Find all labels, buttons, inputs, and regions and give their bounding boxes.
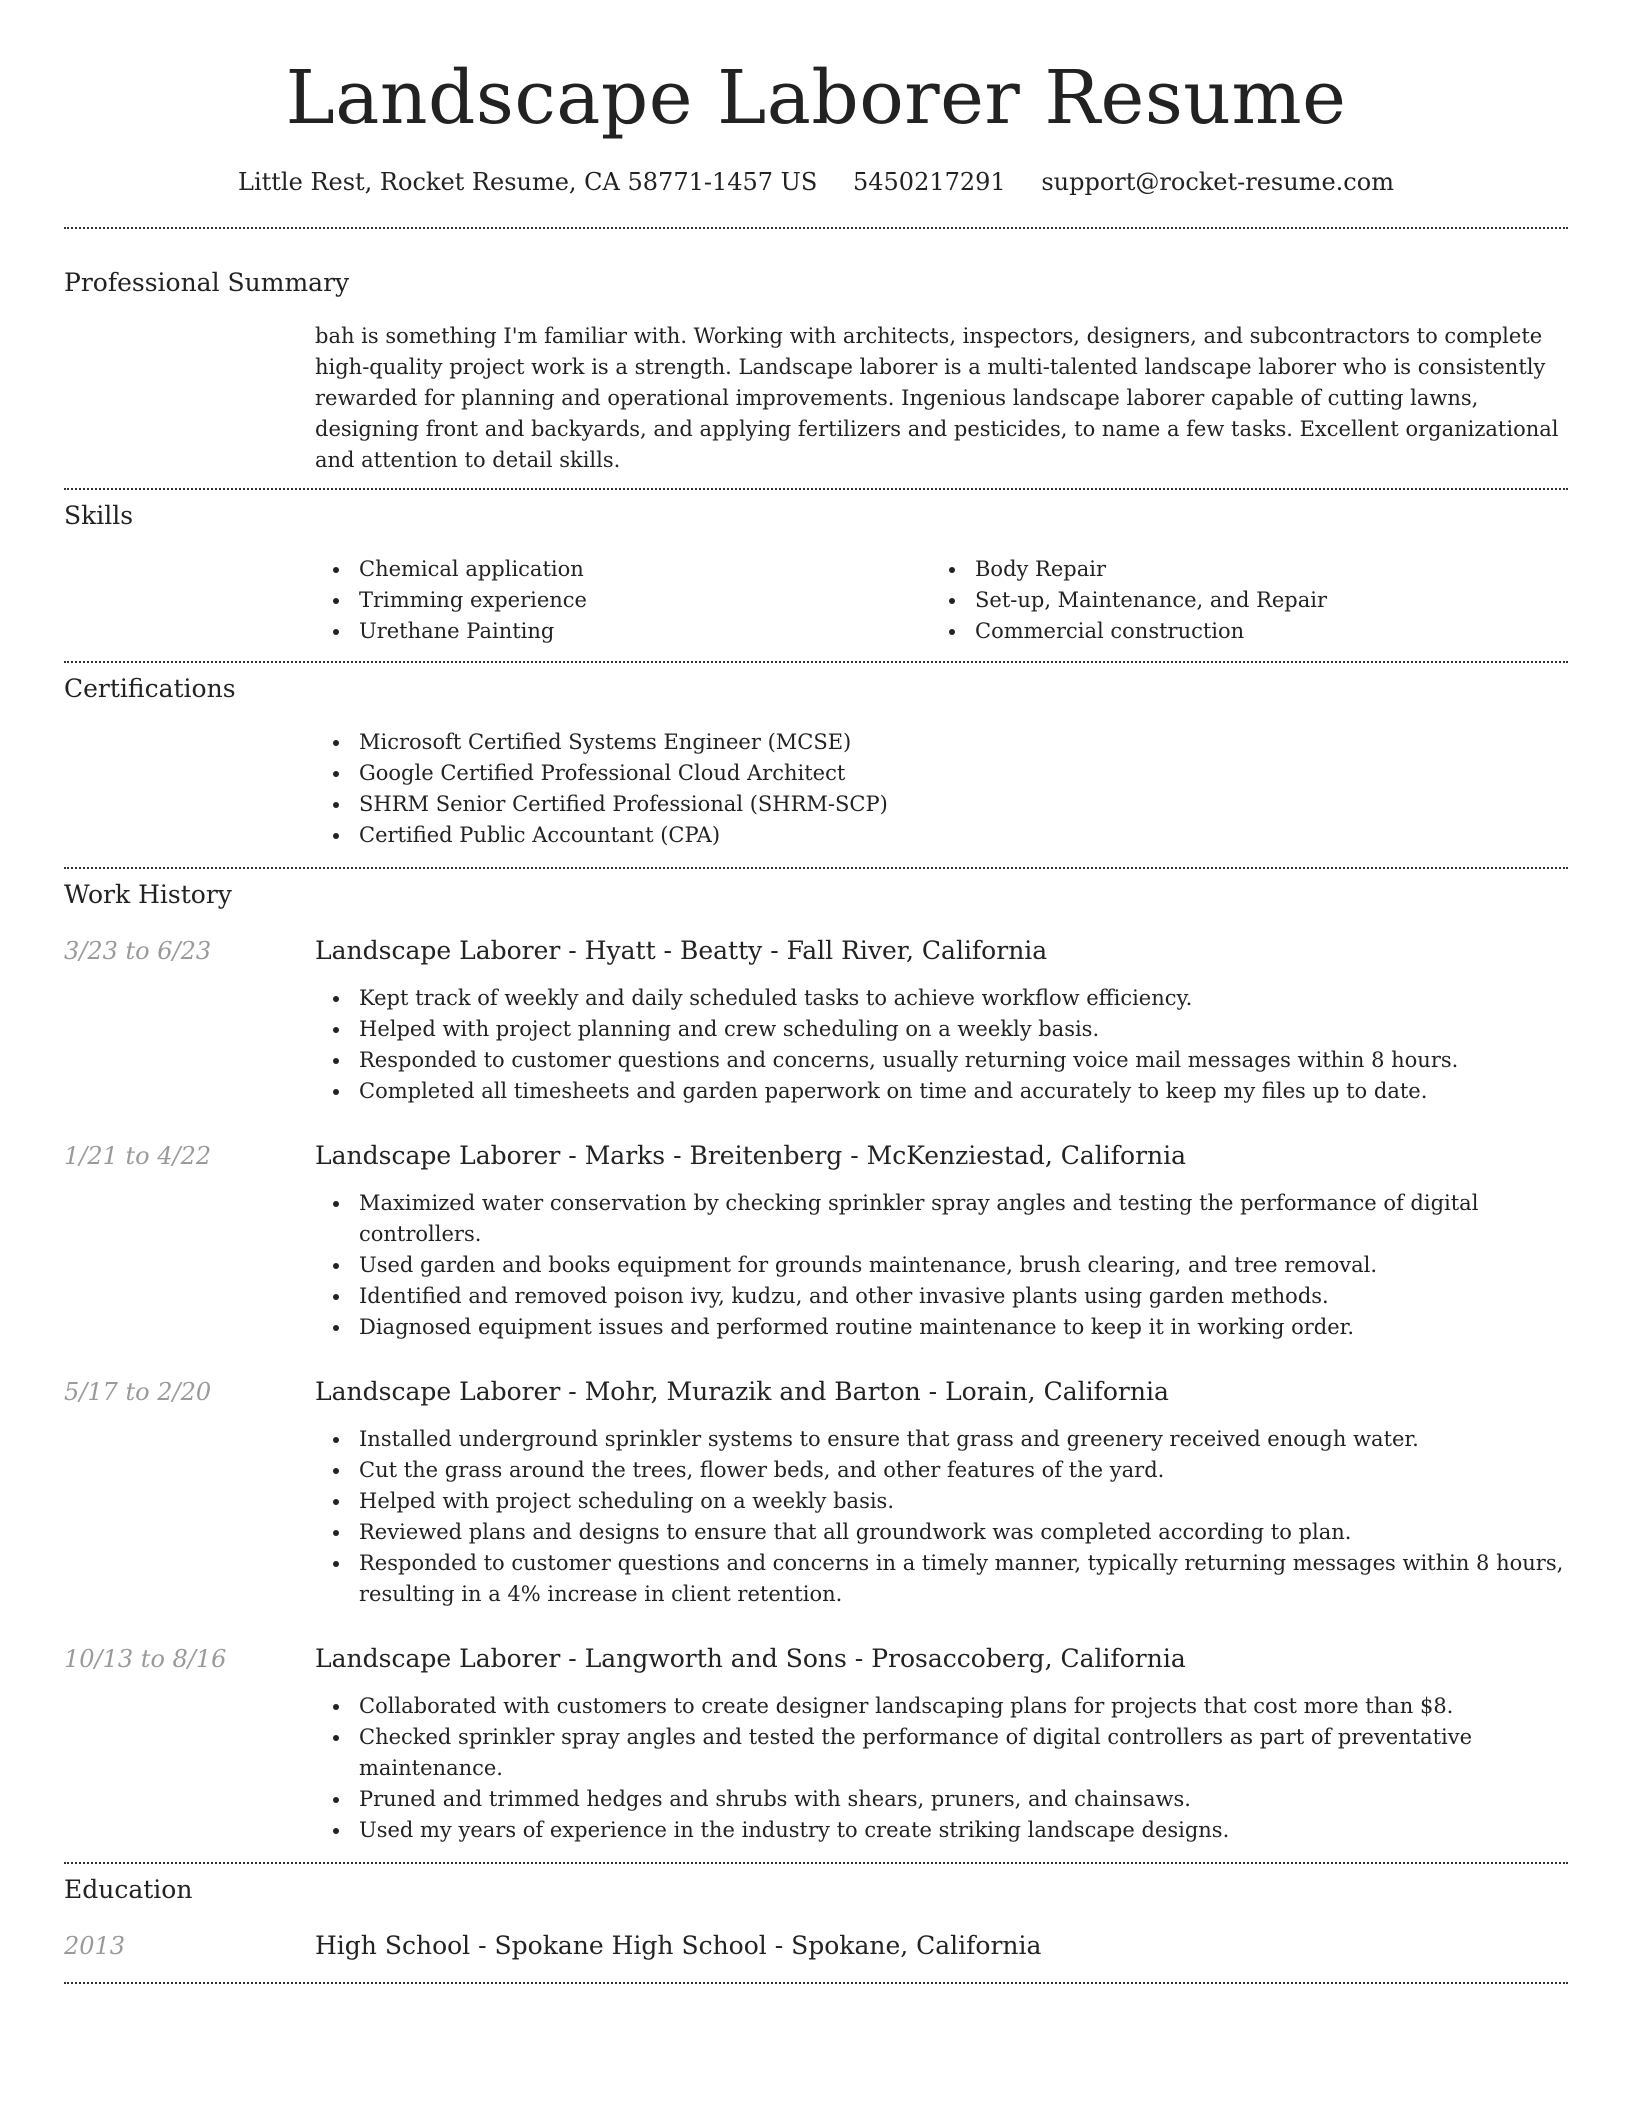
section-summary xyxy=(64,267,1568,476)
job-entry xyxy=(64,1643,1568,1846)
list-item: Used my years of experience in the industry to create striking landscape designs. xyxy=(315,1815,1568,1846)
job-header xyxy=(64,935,1568,967)
resume-title: Landscape Laborer Resume xyxy=(285,55,1347,141)
list-item: Completed all timesheets and garden paperwork on time and accurately to keep my files up to date. xyxy=(315,1076,1568,1107)
divider xyxy=(64,1862,1568,1864)
divider xyxy=(64,661,1568,663)
contact-email: support@rocket-resume.com xyxy=(1041,168,1394,196)
job-dates: 3/23 to 6/23 xyxy=(64,937,212,965)
section-title-summary: Professional Summary xyxy=(64,268,350,297)
education-entry xyxy=(64,1930,1568,1962)
list-item: Set-up, Maintenance, and Repair xyxy=(931,585,1531,616)
list-item: Pruned and trimmed hedges and shrubs with shears, pruners, and chainsaws. xyxy=(315,1784,1568,1815)
list-item: Collaborated with customers to create designer landscaping plans for projects that cost more than $8. xyxy=(315,1691,1568,1722)
job-bullets xyxy=(315,983,1568,1107)
job-bullets xyxy=(315,1691,1568,1846)
job-bullets xyxy=(315,1188,1568,1343)
list-item: Helped with project scheduling on a weekly basis. xyxy=(315,1486,1568,1517)
list-item: Maximized water conservation by checking sprinkler spray angles and testing the performance of digital controllers. xyxy=(315,1188,1568,1250)
list-item: Body Repair xyxy=(931,554,1531,585)
list-item: Google Certified Professional Cloud Architect xyxy=(315,758,1568,789)
divider xyxy=(64,867,1568,869)
education-dates: 2013 xyxy=(64,1932,126,1960)
divider xyxy=(64,227,1568,229)
section-title-certifications: Certifications xyxy=(64,674,236,703)
list-item: Responded to customer questions and concerns in a timely manner, typically returning messages within 8 hours, resulting in a 4% increase in client retention. xyxy=(315,1548,1568,1610)
job-title: Landscape Laborer - Hyatt - Beatty - Fall River, California xyxy=(315,936,1048,965)
job-header xyxy=(64,1643,1568,1675)
list-item: Diagnosed equipment issues and performed routine maintenance to keep it in working order. xyxy=(315,1312,1568,1343)
education-title: High School - Spokane High School - Spokane, California xyxy=(315,1931,1042,1960)
job-title: Landscape Laborer - Mohr, Murazik and Barton - Lorain, California xyxy=(315,1377,1169,1406)
resume-page xyxy=(64,0,1568,1984)
list-item: Reviewed plans and designs to ensure that all groundwork was completed according to plan. xyxy=(315,1517,1568,1548)
list-item: Urethane Painting xyxy=(315,616,931,647)
job-dates: 5/17 to 2/20 xyxy=(64,1378,212,1406)
job-title: Landscape Laborer - Langworth and Sons - Prosaccoberg, California xyxy=(315,1644,1186,1673)
list-item: Microsoft Certified Systems Engineer (MCSE) xyxy=(315,727,1568,758)
list-item: Checked sprinkler spray angles and tested the performance of digital controllers as part of preventative maintenance. xyxy=(315,1722,1568,1784)
job-entry xyxy=(64,1376,1568,1610)
certifications-list xyxy=(315,727,1568,851)
job-bullets xyxy=(315,1424,1568,1610)
list-item: Identified and removed poison ivy, kudzu, and other invasive plants using garden methods. xyxy=(315,1281,1568,1312)
section-title-work-history: Work History xyxy=(64,880,232,909)
skills-list xyxy=(315,554,1568,647)
list-item: Chemical application xyxy=(315,554,931,585)
job-entry xyxy=(64,1140,1568,1343)
section-work-history xyxy=(64,879,1568,1846)
contact-line xyxy=(64,166,1568,198)
job-header xyxy=(64,1376,1568,1408)
contact-address: Little Rest, Rocket Resume, CA 58771-1457 US xyxy=(238,168,818,196)
section-title-skills: Skills xyxy=(64,501,134,530)
job-entry xyxy=(64,935,1568,1107)
job-title: Landscape Laborer - Marks - Breitenberg - McKenziestad, California xyxy=(315,1141,1187,1170)
list-item: Helped with project planning and crew scheduling on a weekly basis. xyxy=(315,1014,1568,1045)
section-education xyxy=(64,1874,1568,1962)
contact-phone: 5450217291 xyxy=(852,168,1006,196)
divider xyxy=(64,488,1568,490)
list-item: Certified Public Accountant (CPA) xyxy=(315,820,1568,851)
list-item: Responded to customer questions and concerns, usually returning voice mail messages within 8 hours. xyxy=(315,1045,1568,1076)
list-item: Commercial construction xyxy=(931,616,1531,647)
list-item: Cut the grass around the trees, flower beds, and other features of the yard. xyxy=(315,1455,1568,1486)
section-title-education: Education xyxy=(64,1875,193,1904)
job-header xyxy=(64,1140,1568,1172)
summary-text: bah is something I'm familiar with. Working with architects, inspectors, designers, and subcontractors to complete high-quality project work is a strength. Landscape laborer is a multi-talented landscape laborer who is consistently rewarded for planning and operational improvements. Ingenious landscape laborer capable of cutting lawns, designing front and backyards, and applying fertilizers and pesticides, to name a few tasks. Excellent organizational and attention to detail skills. xyxy=(315,324,1559,472)
list-item: Trimming experience xyxy=(315,585,931,616)
list-item: Installed underground sprinkler systems to ensure that grass and greenery received enough water. xyxy=(315,1424,1568,1455)
job-dates: 10/13 to 8/16 xyxy=(64,1645,227,1673)
list-item: Used garden and books equipment for grounds maintenance, brush clearing, and tree removal. xyxy=(315,1250,1568,1281)
list-item: Kept track of weekly and daily scheduled tasks to achieve workflow efficiency. xyxy=(315,983,1568,1014)
list-item: SHRM Senior Certified Professional (SHRM-SCP) xyxy=(315,789,1568,820)
section-certifications xyxy=(64,673,1568,851)
section-skills xyxy=(64,500,1568,647)
job-dates: 1/21 to 4/22 xyxy=(64,1142,212,1170)
divider xyxy=(64,1982,1568,1984)
